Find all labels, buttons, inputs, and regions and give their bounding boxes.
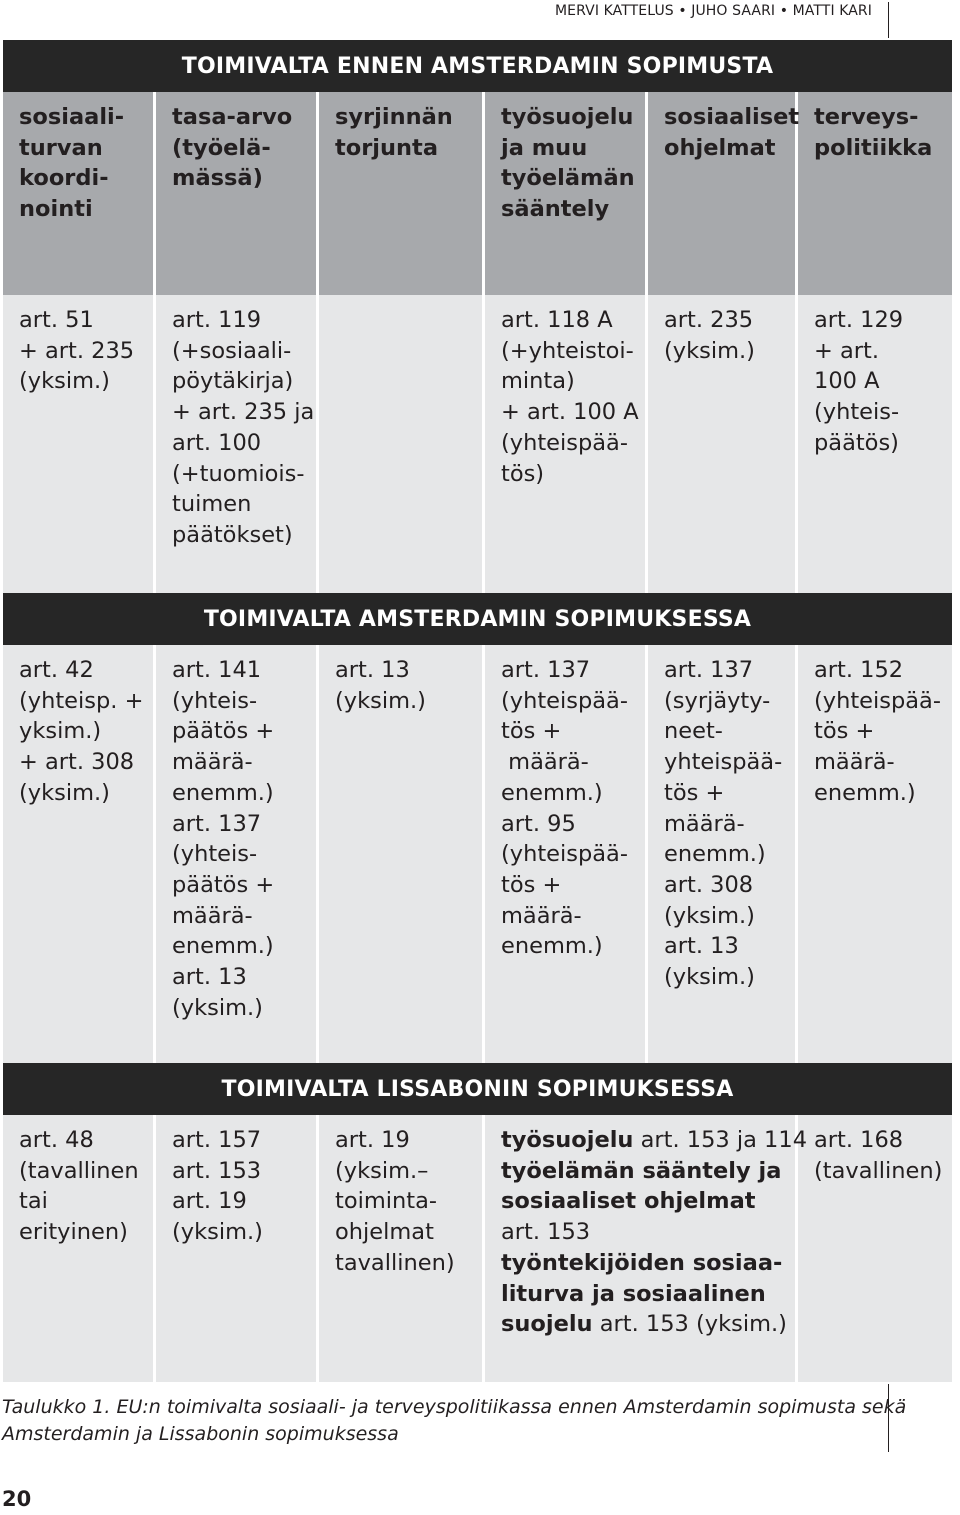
amsterdam-cell-6-line: tös +: [814, 718, 875, 745]
amsterdam-cell-2-line: art. 137: [172, 810, 262, 837]
before-cell-4-line: (+yhteistoi-: [501, 337, 634, 364]
caption-line-1: Taulukko 1. EU:n toimivalta sosiaali- ja terveyspolitiikassa ennen Amsterdamin sopimusta sekä: [2, 1396, 907, 1418]
column-header-cell-4-line: työelämän: [501, 165, 635, 192]
amsterdam-cell-6-line: määrä-: [814, 749, 895, 776]
before-cell-4-line: minta): [501, 368, 575, 395]
lisbon-cell-2-line: art. 19: [172, 1188, 247, 1215]
column-header-row: [3, 92, 952, 295]
lisbon-col4-line5: työntekijöiden sosiaa-: [501, 1249, 783, 1276]
amsterdam-cell-4-line: (yhteispää-: [501, 687, 628, 714]
lisbon-cell-5-line: (tavallinen): [814, 1157, 943, 1184]
amsterdam-cell-2-line: (yhteis-: [172, 841, 258, 868]
before-cell-4-line: (yhteispää-: [501, 429, 628, 456]
before-cell-6: [798, 295, 952, 593]
amsterdam-cell-5-line: (yksim.): [664, 902, 755, 929]
lisbon-cell-3-line: art. 19: [335, 1127, 410, 1153]
column-header-cell-5-line: sosiaaliset: [664, 104, 800, 130]
column-header-cell-4-line: työsuojelu: [501, 104, 634, 130]
amsterdam-cell-4-line: määrä-: [501, 749, 589, 776]
before-cell-2-line: (+sosiaali-: [172, 337, 292, 364]
before-cell-4-line: + art. 100 A: [501, 399, 639, 426]
column-header-cell-6-line: politiikka: [814, 134, 933, 161]
lisbon-cell-1-line: tai: [19, 1188, 48, 1215]
amsterdam-cell-5-line: enemm.): [664, 841, 766, 868]
column-header-cell-6-line: terveys-: [814, 104, 919, 130]
lisbon-col4-line7: suojelu art. 153 (yksim.): [501, 1311, 787, 1338]
before-cell-3: [319, 295, 485, 593]
amsterdam-cell-6-line: enemm.): [814, 779, 916, 806]
before-cell-2-line: + art. 235 ja: [172, 399, 315, 426]
column-header-cell-4-line: sääntely: [501, 196, 610, 223]
amsterdam-cell-5-line: art. 308: [664, 871, 754, 898]
amsterdam-cell-1-line: (yksim.): [19, 779, 110, 806]
lisbon-cell-3: [319, 1115, 485, 1382]
before-cell-2-line: pöytäkirja): [172, 368, 294, 395]
before-cell-4-line: tös): [501, 460, 545, 487]
before-cell-1-line: + art. 235: [19, 337, 135, 364]
amsterdam-cell-2-line: (yksim.): [172, 994, 263, 1021]
lisbon-col4-line2: työelämän sääntely ja: [501, 1157, 782, 1184]
amsterdam-cell-4-line: art. 137: [501, 657, 591, 683]
before-cell-1: [3, 295, 156, 593]
lisbon-cell-2-line: art. 157: [172, 1127, 262, 1153]
amsterdam-cell-2-line: art. 141: [172, 657, 262, 683]
amsterdam-cell-4-line: (yhteispää-: [501, 841, 628, 868]
amsterdam-cell-2-line: päätös +: [172, 718, 275, 745]
lisbon-col4-line6: liturva ja sosiaalinen: [501, 1280, 766, 1307]
amsterdam-cell-3: [319, 645, 485, 1063]
row-lisbon: [3, 1115, 952, 1382]
before-cell-1-line: (yksim.): [19, 368, 110, 395]
amsterdam-cell-5-line: (yksim.): [664, 964, 755, 991]
lisbon-cell-1-line: (tavallinen: [19, 1157, 139, 1184]
before-cell-2: [156, 295, 319, 593]
amsterdam-cell-2-line: enemm.): [172, 933, 274, 960]
row-before: [3, 295, 952, 593]
amsterdam-cell-1-line: + art. 308: [19, 749, 135, 776]
before-cell-2-line: päätökset): [172, 521, 293, 548]
lisbon-cell-3-line: (yksim.–: [335, 1157, 429, 1184]
lisbon-cell-5-line: art. 168: [814, 1127, 904, 1153]
amsterdam-cell-2: [156, 645, 319, 1063]
lisbon-cell-5: [798, 1115, 952, 1382]
lisbon-col4-line3: sosiaaliset ohjelmat: [501, 1188, 756, 1215]
amsterdam-cell-4-line: määrä-: [501, 902, 582, 929]
caption-line-2: Amsterdamin ja Lissabonin sopimuksessa: [2, 1423, 399, 1445]
lisbon-cell-1: [3, 1115, 156, 1382]
table-caption: [2, 1394, 906, 1448]
before-cell-6-line: art. 129: [814, 307, 904, 333]
row-amsterdam: [3, 645, 952, 1063]
amsterdam-cell-6: [798, 645, 952, 1063]
amsterdam-cell-2-line: määrä-: [172, 902, 253, 929]
amsterdam-cell-2-line: art. 13: [172, 964, 247, 991]
amsterdam-cell-2-line: määrä-: [172, 749, 253, 776]
amsterdam-cell-4-line: enemm.): [501, 933, 603, 960]
section-bar-amsterdam: TOIMIVALTA AMSTERDAMIN SOPIMUKSESSA: [3, 593, 952, 645]
lisbon-cell-3-line: tavallinen): [335, 1249, 455, 1276]
amsterdam-cell-6-line: (yhteispää-: [814, 687, 941, 714]
lisbon-cell-3-line: toiminta-: [335, 1188, 437, 1215]
column-header-cell-3-line: syrjinnän: [335, 104, 453, 130]
column-header-cell-2-line: mässä): [172, 165, 263, 192]
amsterdam-cell-2-line: (yhteis-: [172, 687, 258, 714]
column-header-cell-3: [319, 92, 485, 295]
column-header-cell-1-line: sosiaali-: [19, 104, 125, 130]
amsterdam-cell-2-line: enemm.): [172, 779, 274, 806]
amsterdam-cell-1-line: art. 42: [19, 657, 94, 683]
amsterdam-cell-5-line: neet-: [664, 718, 723, 745]
before-cell-2-line: art. 100: [172, 429, 262, 456]
before-cell-6-line: + art.: [814, 337, 880, 364]
section-bar-lisbon: TOIMIVALTA LISSABONIN SOPIMUKSESSA: [3, 1063, 952, 1115]
column-header-cell-6: [798, 92, 952, 295]
lisbon-cell-3-line: ohjelmat: [335, 1219, 434, 1246]
before-cell-2-line: art. 119: [172, 307, 262, 333]
section-bar-before: TOIMIVALTA ENNEN AMSTERDAMIN SOPIMUSTA: [3, 40, 952, 92]
amsterdam-cell-2-line: päätös +: [172, 871, 275, 898]
column-header-cell-1: [3, 92, 156, 295]
before-cell-2-line: (+tuomiois-: [172, 460, 305, 487]
lisbon-cell-1-line: erityinen): [19, 1219, 128, 1246]
column-header-cell-2-line: tasa-arvo: [172, 104, 293, 130]
column-header-cell-1-line: koordi-: [19, 165, 109, 192]
lisbon-cell-4: [485, 1115, 808, 1382]
amsterdam-cell-4-line: art. 95: [501, 810, 576, 837]
before-cell-2-line: tuimen: [172, 491, 252, 518]
amsterdam-cell-5-line: art. 13: [664, 933, 739, 960]
amsterdam-cell-4-line: enemm.): [501, 779, 603, 806]
column-header-cell-4: [485, 92, 648, 295]
before-cell-1-line: art. 51: [19, 307, 94, 333]
column-header-cell-1-line: turvan: [19, 134, 103, 161]
amsterdam-cell-4-line: tös +: [501, 718, 562, 745]
before-cell-4: [485, 295, 648, 593]
column-header-cell-3-line: torjunta: [335, 134, 438, 161]
amsterdam-cell-5: [648, 645, 798, 1063]
before-cell-6-line: päätös): [814, 429, 899, 456]
amsterdam-cell-5-line: (syrjäyty-: [664, 687, 771, 714]
before-cell-6-line: (yhteis-: [814, 399, 900, 426]
amsterdam-cell-5-line: tös +: [664, 779, 725, 806]
lisbon-col4-line1: työsuojelu art. 153 ja 114: [501, 1127, 808, 1153]
before-cell-5: [648, 295, 798, 593]
column-header-cell-5-line: ohjelmat: [664, 134, 776, 161]
amsterdam-cell-1-line: (yhteisp. +: [19, 687, 144, 714]
lisbon-cell-2-line: (yksim.): [172, 1219, 263, 1246]
column-header-cell-2-line: (työelä-: [172, 134, 271, 161]
amsterdam-cell-4-line: tös +: [501, 871, 562, 898]
before-cell-5-line: art. 235: [664, 307, 754, 333]
before-cell-4-line: art. 118 A: [501, 307, 613, 333]
column-header-cell-5: [648, 92, 798, 295]
column-header-cell-4-line: ja muu: [501, 134, 588, 161]
before-cell-6-line: 100 A: [814, 368, 880, 395]
before-cell-5-line: (yksim.): [664, 337, 755, 364]
amsterdam-cell-5-line: yhteispää-: [664, 749, 783, 776]
amsterdam-cell-1-line: yksim.): [19, 718, 102, 745]
amsterdam-cell-4: [485, 645, 648, 1063]
column-header-cell-1-line: nointi: [19, 196, 93, 223]
amsterdam-cell-5-line: määrä-: [664, 810, 745, 837]
amsterdam-cell-3-line: (yksim.): [335, 687, 426, 714]
amsterdam-cell-6-line: art. 152: [814, 657, 904, 683]
running-head-rule: [888, 2, 889, 38]
lisbon-cell-2: [156, 1115, 319, 1382]
page-number: 20: [2, 1487, 32, 1511]
amsterdam-cell-5-line: art. 137: [664, 657, 754, 683]
amsterdam-cell-1: [3, 645, 156, 1063]
lisbon-cell-2-line: art. 153: [172, 1157, 262, 1184]
column-header-cell-2: [156, 92, 319, 295]
amsterdam-cell-3-line: art. 13: [335, 657, 410, 683]
lisbon-col4-line4: art. 153: [501, 1219, 591, 1246]
running-head: MERVI KATTELUS • JUHO SAARI • MATTI KARI: [554, 3, 872, 19]
lisbon-cell-1-line: art. 48: [19, 1127, 94, 1153]
